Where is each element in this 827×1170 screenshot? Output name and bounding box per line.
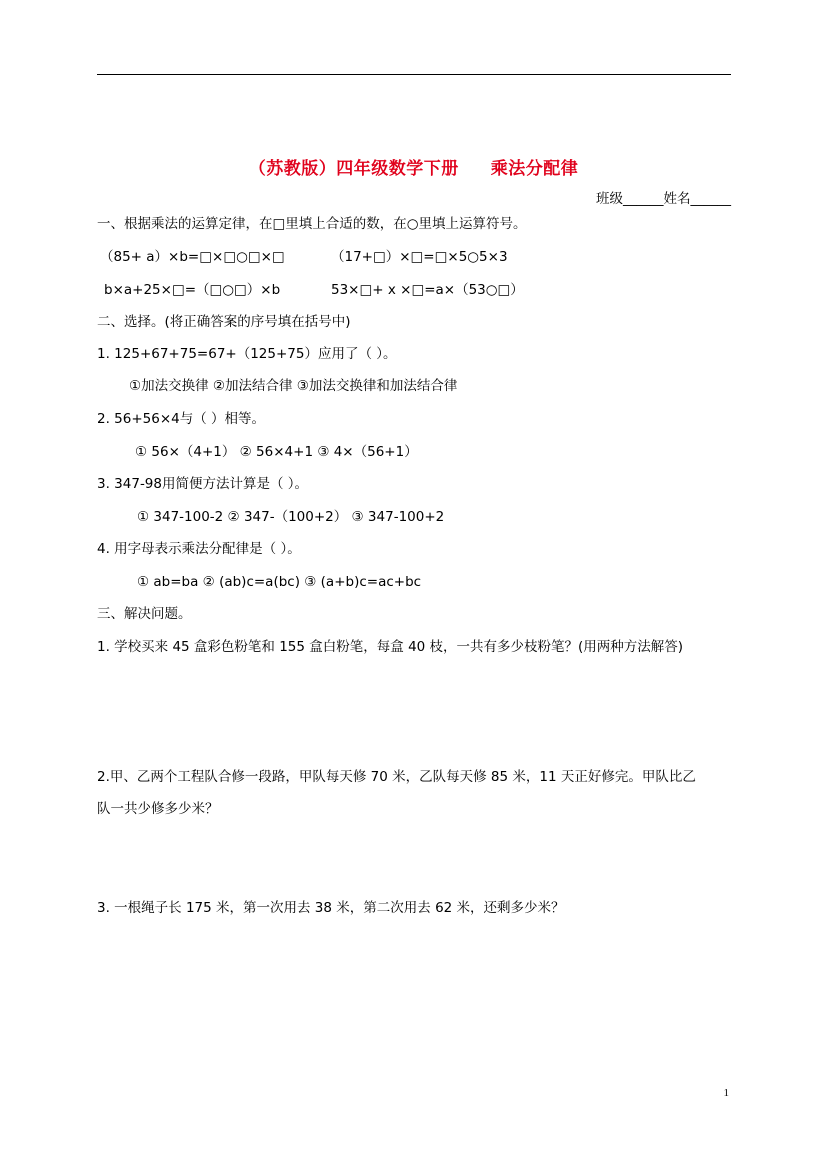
s1-row1-right: （17+□）×□=□×5○5×3 bbox=[331, 249, 508, 265]
s3-problem-2-line1: 2.甲、乙两个工程队合修一段路，甲队每天修 70 米，乙队每天修 85 米，11 天正好修完。甲队比乙 bbox=[97, 769, 696, 785]
page-title bbox=[0, 154, 827, 179]
s2-options-1: ①加法交换律 ②加法结合律 ③加法交换律和加法结合律 bbox=[129, 378, 458, 394]
s3-problem-1: 1. 学校买来 45 盒彩色粉笔和 155 盒白粉笔，每盒 40 枝，一共有多少枝粉笔？(用两种方法解答) bbox=[97, 639, 684, 655]
s2-question-3: 3. 347-98用简便方法计算是（ ）。 bbox=[97, 476, 309, 492]
s2-options-2: ① 56×（4+1） ② 56×4+1 ③ 4×（56+1） bbox=[135, 444, 418, 460]
section3-heading: 三、解决问题。 bbox=[97, 606, 192, 622]
header-rule bbox=[97, 74, 731, 75]
title-topic: 乘法分配律 bbox=[490, 159, 579, 179]
class-name-line: 班级______姓名______ bbox=[596, 191, 731, 207]
s1-row2-left: b×a+25×□=（□○□）×b bbox=[104, 282, 281, 298]
title-main: （苏教版）四年级数学下册 bbox=[248, 159, 459, 179]
s2-question-1: 1. 125+67+75=67+（125+75）应用了（ ）。 bbox=[97, 346, 397, 362]
s1-row1-left: （85+ a）×b=□×□○□×□ bbox=[100, 249, 285, 265]
section1-heading: 一、根据乘法的运算定律，在□里填上合适的数，在○里填上运算符号。 bbox=[97, 216, 527, 232]
s2-options-3: ① 347-100-2 ② 347-（100+2） ③ 347-100+2 bbox=[137, 509, 445, 525]
s2-options-4: ① ab=ba ② (ab)c=a(bc) ③ (a+b)c=ac+bc bbox=[137, 574, 422, 590]
s3-problem-2-line2: 队一共少修多少米？ bbox=[97, 801, 219, 817]
s2-question-2: 2. 56+56×4与（ ）相等。 bbox=[97, 411, 266, 427]
s1-row2-right: 53×□+ x ×□=a×（53○□） bbox=[331, 282, 524, 298]
section2-heading: 二、选择。(将正确答案的序号填在括号中) bbox=[97, 314, 351, 330]
s3-problem-3: 3. 一根绳子长 175 米，第一次用去 38 米，第二次用去 62 米，还剩多少米？ bbox=[97, 900, 565, 916]
s2-question-4: 4. 用字母表示乘法分配律是（ ）。 bbox=[97, 541, 301, 557]
page-number: 1 bbox=[723, 1087, 729, 1099]
